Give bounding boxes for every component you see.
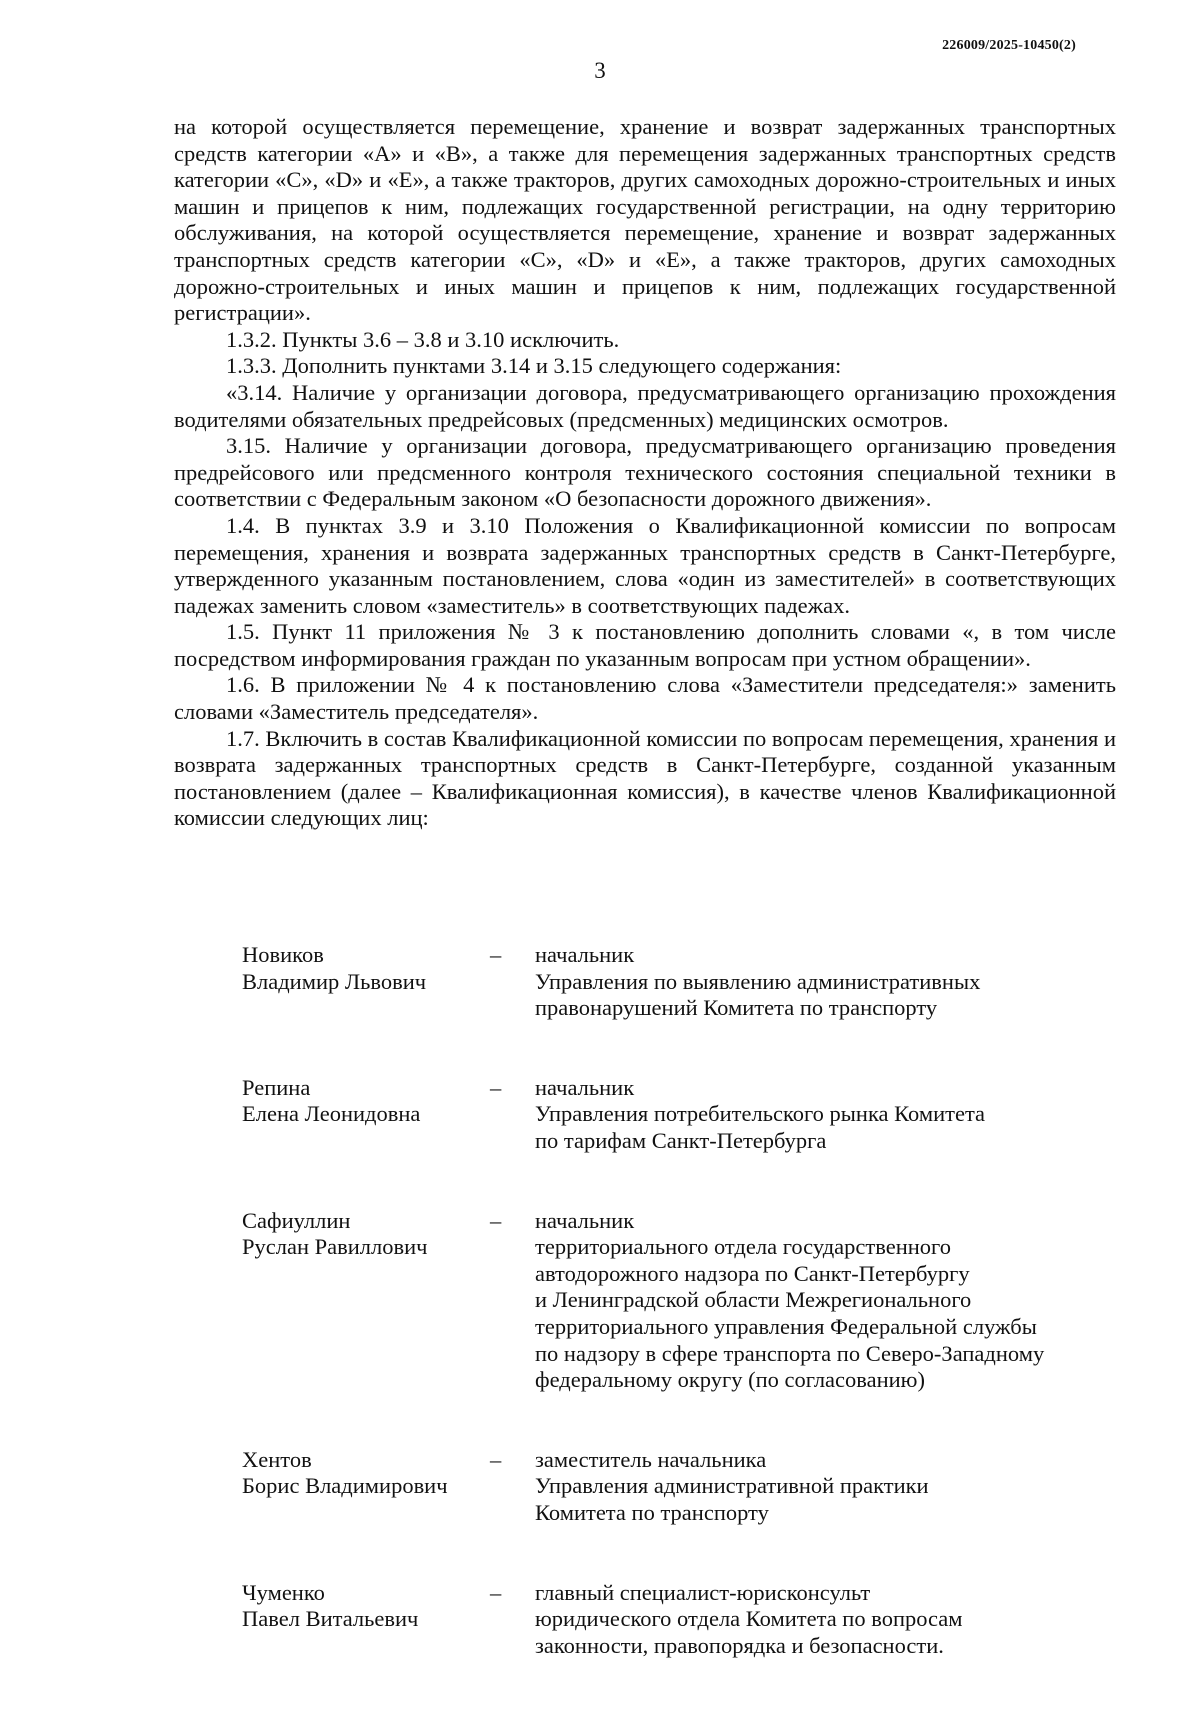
member-surname: Сафиуллин bbox=[242, 1207, 351, 1233]
member-dash: – bbox=[490, 1579, 502, 1605]
document-body bbox=[174, 114, 1116, 832]
member-dash: – bbox=[490, 1207, 502, 1233]
document-registration-number: 226009/2025-10450(2) bbox=[942, 38, 1076, 53]
member-surname: Хентов bbox=[242, 1446, 312, 1472]
member-dash: – bbox=[490, 942, 502, 967]
member-position-line: по тарифам Санкт-Петербурга bbox=[535, 1127, 827, 1153]
member-given-names: Владимир Львович bbox=[242, 968, 427, 994]
member-name bbox=[242, 1075, 490, 1155]
member-position-line: Управления административной практики bbox=[535, 1473, 929, 1499]
paragraph: на которой осуществляется перемещение, хранение и возврат задержанных транспортных средств категории «А» и «В», а также для перемещения задержанных транспортных средств категории «С», «D» и «Е», а также тракторов, других самоходных дорожно-строительных и иных машин и прицепов к ним, подлежащих государственной регистрации, на одну территорию обслуживания, на которой осуществляется перемещение, хранение и возврат задержанных транспортных средств категории «С», «D» и «Е», а также тракторов, других самоходных дорожно-строительных и иных машин и прицепов к ним, подлежащих государственной регистрации». bbox=[174, 114, 1116, 326]
member-given-names: Елена Леонидовна bbox=[242, 1101, 421, 1127]
member-position-line: начальник bbox=[535, 1074, 635, 1100]
member-entry bbox=[242, 1075, 1122, 1155]
member-dash: – bbox=[490, 1446, 502, 1472]
member-given-names: Руслан Равиллович bbox=[242, 1234, 428, 1260]
member-name bbox=[242, 1447, 490, 1527]
paragraph: 1.4. В пунктах 3.9 и 3.10 Положения о Квалификационной комиссии по вопросам перемещения, хранения и возврата задержанных транспортных средств в Санкт-Петербурге, утвержденного указанным постановлением, слова «один из заместителей» в соответствующих падежах заменить словом «заместитель» в соответствующих падежах. bbox=[174, 512, 1116, 618]
member-position-line: начальник bbox=[535, 942, 635, 967]
paragraph: «3.14. Наличие у организации договора, предусматривающего организацию прохождения водителями обязательных предрейсовых (предсменных) медицинских осмотров. bbox=[174, 379, 1116, 432]
member-position-line: Управления по выявлению административных bbox=[535, 968, 981, 994]
member-position bbox=[535, 1075, 1095, 1155]
paragraph: 1.7. Включить в состав Квалификационной комиссии по вопросам перемещения, хранения и возврата задержанных транспортных средств в Санкт-Петербурге, созданной указанным постановлением (далее – Квалификационная комиссия), в качестве членов Квалификационной комиссии следующих лиц: bbox=[174, 725, 1116, 831]
commission-members-list bbox=[242, 942, 1122, 1712]
member-position bbox=[535, 1208, 1095, 1394]
member-name bbox=[242, 1208, 490, 1394]
member-position bbox=[535, 1447, 1095, 1527]
member-entry bbox=[242, 1580, 1122, 1660]
member-position-line: и Ленинградской области Межрегионального bbox=[535, 1287, 972, 1313]
member-name bbox=[242, 942, 490, 1022]
member-entry bbox=[242, 1447, 1122, 1527]
paragraph: 3.15. Наличие у организации договора, предусматривающего организацию проведения предрейсового или предсменного контроля технического состояния специальной техники в соответствии с Федеральным законом «О безопасности дорожного движения». bbox=[174, 433, 1116, 512]
member-given-names: Борис Владимирович bbox=[242, 1473, 448, 1499]
member-position-line: правонарушений Комитета по транспорту bbox=[535, 995, 938, 1021]
paragraph: 1.5. Пункт 11 приложения № 3 к постановлению дополнить словами «, в том числе посредством информирования граждан по указанным вопросам при устном обращении». bbox=[174, 619, 1116, 671]
member-surname: Новиков bbox=[242, 942, 324, 967]
member-dash: – bbox=[490, 1074, 502, 1100]
member-position-line: главный специалист-юрисконсульт bbox=[535, 1579, 871, 1605]
member-position bbox=[535, 1580, 1095, 1660]
member-position-line: федеральному округу (по согласованию) bbox=[535, 1367, 925, 1393]
member-position-line: юридического отдела Комитета по вопросам bbox=[535, 1606, 963, 1632]
member-entry bbox=[242, 942, 1122, 1022]
paragraph: 1.3.2. Пункты 3.6 – 3.8 и 3.10 исключить. bbox=[226, 326, 620, 352]
member-position-line: территориального управления Федеральной службы bbox=[535, 1313, 1037, 1339]
member-surname: Чуменко bbox=[242, 1579, 325, 1605]
paragraph: 1.3.3. Дополнить пунктами 3.14 и 3.15 следующего содержания: bbox=[226, 353, 842, 379]
member-position-line: начальник bbox=[535, 1207, 635, 1233]
member-position-line: по надзору в сфере транспорта по Северо-Западному bbox=[535, 1340, 1045, 1366]
member-position-line: законности, правопорядка и безопасности. bbox=[535, 1632, 944, 1658]
paragraph: 1.6. В приложении № 4 к постановлению слова «Заместители председателя:» заменить словами «Заместитель председателя». bbox=[174, 672, 1116, 725]
member-position-line: заместитель начальника bbox=[535, 1446, 767, 1472]
member-given-names: Павел Витальевич bbox=[242, 1606, 419, 1632]
member-position-line: территориального отдела государственного bbox=[535, 1234, 951, 1260]
member-position-line: Комитета по транспорту bbox=[535, 1499, 769, 1525]
member-entry bbox=[242, 1208, 1122, 1394]
page-number: 3 bbox=[594, 58, 606, 83]
member-position-line: автодорожного надзора по Санкт-Петербургу bbox=[535, 1260, 970, 1286]
member-position bbox=[535, 942, 1095, 1022]
member-position-line: Управления потребительского рынка Комитета bbox=[535, 1101, 986, 1127]
member-surname: Репина bbox=[242, 1074, 311, 1100]
member-name bbox=[242, 1580, 490, 1660]
